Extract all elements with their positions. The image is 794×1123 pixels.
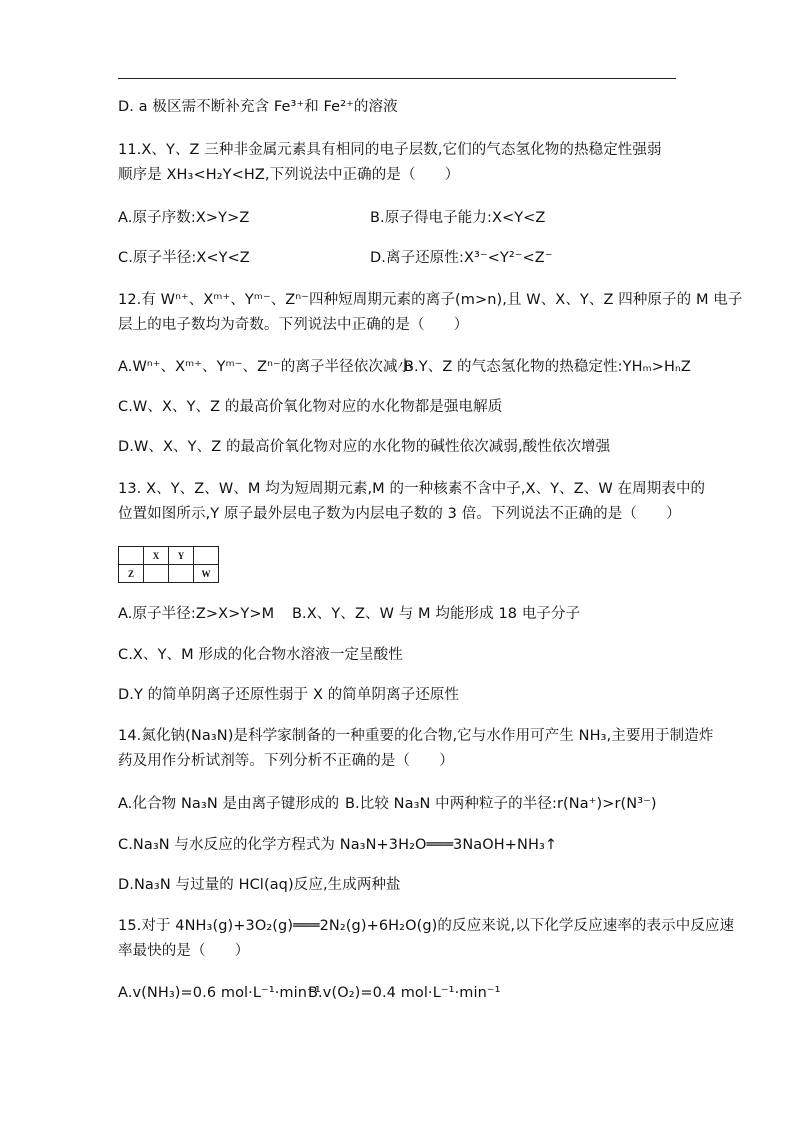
q14-option-d: D.Na₃N 与过量的 HCl(aq)反应,生成两种盐 [118, 877, 401, 893]
q12-option-c: C.W、X、Y、Z 的最高价氧化物对应的水化物都是强电解质 [118, 399, 503, 415]
q13-option-c: C.X、Y、M 形成的化合物水溶液一定呈酸性 [118, 647, 403, 663]
q13-stem-line2: 位置如图所示,Y 原子最外层电子数为内层电子数的 3 倍。下列说法不正确的是（ ） [118, 506, 681, 522]
q11-stem-line1: 11.X、Y、Z 三种非金属元素具有相同的电子层数,它们的气态氢化物的热稳定性强弱 [118, 142, 662, 158]
q11-stem-line2: 顺序是 XH₃<H₂Y<HZ,下列说法中正确的是（ ） [118, 167, 460, 183]
q14-option-c: C.Na₃N 与水反应的化学方程式为 Na₃N+3H₂O═══3NaOH+NH₃↑ [118, 837, 558, 853]
periodic-table-figure [118, 546, 219, 583]
table-cell [194, 547, 219, 565]
q14-option-b: B.比较 Na₃N 中两种粒子的半径:r(Na⁺)>r(N³⁻) [345, 796, 657, 812]
q12-option-d: D.W、X、Y、Z 的最高价氧化物对应的水化物的碱性依次减弱,酸性依次增强 [118, 439, 611, 455]
header-rule [118, 78, 676, 79]
q12-stem-line1: 12.有 Wⁿ⁺、Xᵐ⁺、Yᵐ⁻、Zⁿ⁻四种短周期元素的离子(m>n),且 W、X、Y、Z 四种原子的 M 电子 [118, 292, 743, 308]
q12-option-b: B.Y、Z 的气态氢化物的热稳定性:YHₘ>HₙZ [404, 359, 691, 375]
periodic-table-row [119, 565, 219, 583]
table-cell: W [194, 565, 219, 583]
q11-option-b: B.原子得电子能力:X<Y<Z [370, 210, 546, 226]
q10-option-d: D. a 极区需不断补充含 Fe³⁺和 Fe²⁺的溶液 [118, 99, 398, 115]
q15-option-b: B.v(O₂)=0.4 mol·L⁻¹·min⁻¹ [308, 985, 501, 1001]
q14-stem-line1: 14.氮化钠(Na₃N)是科学家制备的一种重要的化合物,它与水作用可产生 NH₃,主要用于制造炸 [118, 728, 714, 744]
q12-option-a: A.Wⁿ⁺、Xᵐ⁺、Yᵐ⁻、Zⁿ⁻的离子半径依次减小 [118, 359, 413, 375]
q15-stem-line2: 率最快的是（ ） [118, 943, 250, 959]
q13-option-b: B.X、Y、Z、W 与 M 均能形成 18 电子分子 [292, 606, 581, 622]
periodic-table-row [119, 547, 219, 565]
table-cell: Z [119, 565, 144, 583]
table-cell: Y [169, 547, 194, 565]
q15-stem-line1: 15.对于 4NH₃(g)+3O₂(g)═══2N₂(g)+6H₂O(g)的反应来说,以下化学反应速率的表示中反应速 [118, 918, 735, 934]
q13-option-d: D.Y 的简单阴离子还原性弱于 X 的简单阴离子还原性 [118, 687, 460, 703]
q11-option-a: A.原子序数:X>Y>Z [118, 210, 250, 226]
table-cell [119, 547, 144, 565]
q13-option-a: A.原子半径:Z>X>Y>M [118, 606, 275, 622]
q14-stem-line2: 药及用作分析试剂等。下列分析不正确的是（ ） [118, 753, 454, 769]
q11-option-d: D.离子还原性:X³⁻<Y²⁻<Z⁻ [370, 250, 553, 266]
table-cell [169, 565, 194, 583]
table-cell [144, 565, 169, 583]
table-cell: X [144, 547, 169, 565]
q11-option-c: C.原子半径:X<Y<Z [118, 250, 250, 266]
q14-option-a: A.化合物 Na₃N 是由离子键形成的 [118, 796, 340, 812]
q12-stem-line2: 层上的电子数均为奇数。下列说法中正确的是（ ） [118, 317, 469, 333]
q13-stem-line1: 13. X、Y、Z、W、M 均为短周期元素,M 的一种核素不含中子,X、Y、Z、W 在周期表中的 [118, 481, 706, 497]
q15-option-a: A.v(NH₃)=0.6 mol·L⁻¹·min⁻¹ [118, 985, 321, 1001]
